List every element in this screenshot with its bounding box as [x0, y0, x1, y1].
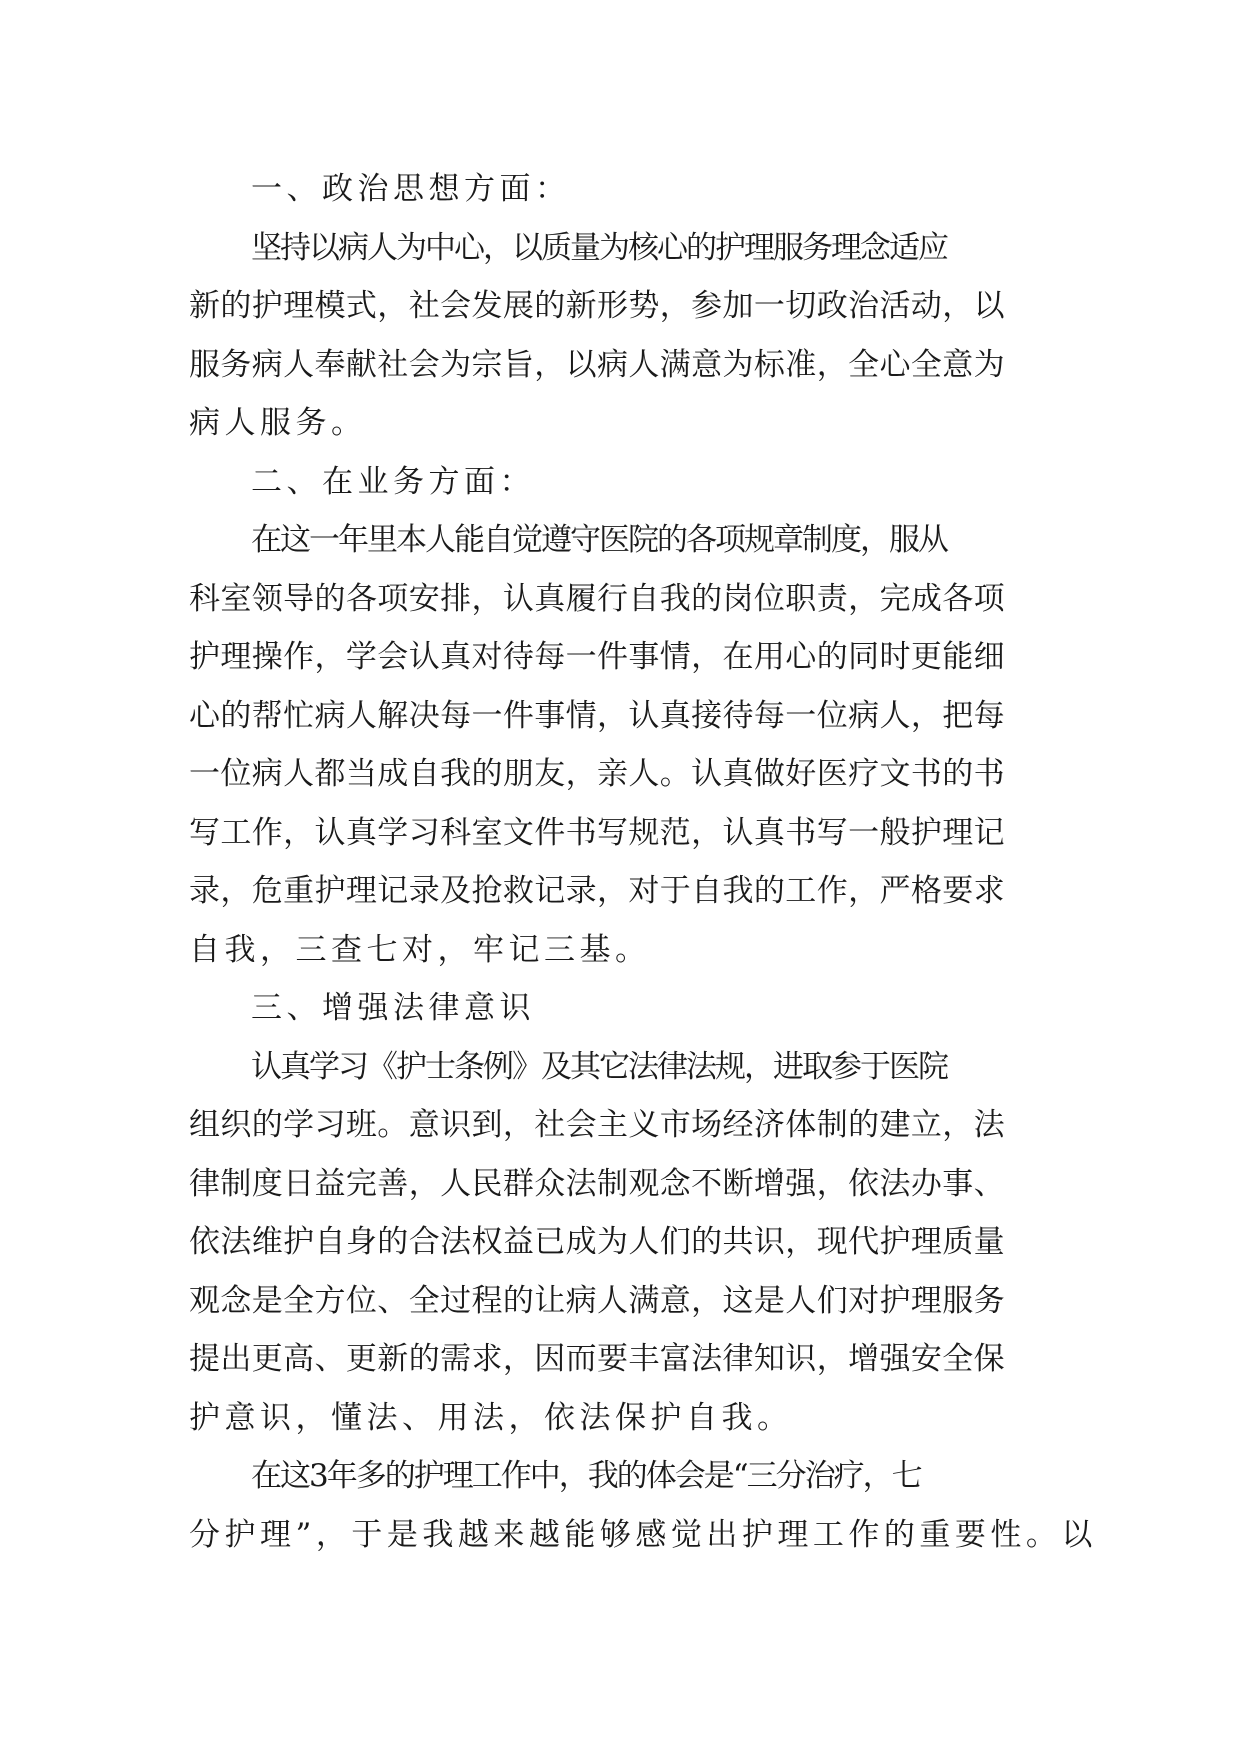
text-line: 心的帮忙病人解决每一件事情，认真接待每一位病人，把每 — [189, 697, 1005, 734]
paragraph — [189, 511, 1059, 979]
text-line: 写工作，认真学习科室文件书写规范，认真书写一般护理记 — [189, 814, 1005, 851]
text-line: 坚持以病人为中心，以质量为核心的护理服务理念适应 — [251, 229, 947, 266]
text-line: 观念是全方位、全过程的让病人满意，这是人们对护理服务 — [189, 1282, 1005, 1319]
section-heading — [189, 453, 1059, 512]
paragraph — [189, 1447, 1097, 1564]
text-line: 病人服务。 — [189, 405, 367, 441]
text-line: 护意识，懂法、用法，依法保护自我。 — [189, 1399, 793, 1436]
text-line: 组织的学习班。意识到，社会主义市场经济体制的建立，法 — [189, 1107, 1005, 1143]
text-line: 在这一年里本人能自觉遵守医院的各项规章制度，服从 — [251, 522, 947, 558]
text-line: 认真学习《护士条例》及其它法律法规，进取参于医院 — [251, 1048, 947, 1085]
section-heading — [189, 979, 1059, 1038]
text-line: 分护理”，于是我越来越能够感觉出护理工作的重要性。以 — [189, 1516, 1097, 1553]
text-line: 新的护理模式，社会发展的新形势，参加一切政治活动，以 — [189, 288, 1005, 324]
text-line: 二、在业务方面： — [251, 463, 535, 500]
paragraph — [189, 1038, 1059, 1448]
paragraph — [189, 219, 1059, 453]
text-line: 自我，三查七对，牢记三基。 — [189, 931, 651, 968]
text-line: 提出更高、更新的需求，因而要丰富法律知识，增强安全保 — [189, 1341, 1005, 1377]
text-line: 三、增强法律意识 — [251, 990, 535, 1026]
text-line: 律制度日益完善，人民群众法制观念不断增强，依法办事、 — [189, 1165, 1005, 1202]
section-heading — [189, 160, 1059, 219]
text-line: 在这3年多的护理工作中，我的体会是“三分治疗，七 — [251, 1458, 921, 1494]
text-line: 服务病人奉献社会为宗旨，以病人满意为标准，全心全意为 — [189, 346, 1005, 383]
text-line: 护理操作，学会认真对待每一件事情，在用心的同时更能细 — [189, 639, 1005, 675]
text-line: 录，危重护理记录及抢救记录，对于自我的工作，严格要求 — [189, 873, 1005, 909]
document-body — [189, 160, 1097, 1564]
text-line: 一、政治思想方面： — [251, 171, 571, 207]
text-line: 依法维护自身的合法权益已成为人们的共识，现代护理质量 — [189, 1224, 1005, 1260]
text-line: 科室领导的各项安排，认真履行自我的岗位职责，完成各项 — [189, 580, 1005, 617]
text-line: 一位病人都当成自我的朋友，亲人。认真做好医疗文书的书 — [189, 756, 1005, 792]
